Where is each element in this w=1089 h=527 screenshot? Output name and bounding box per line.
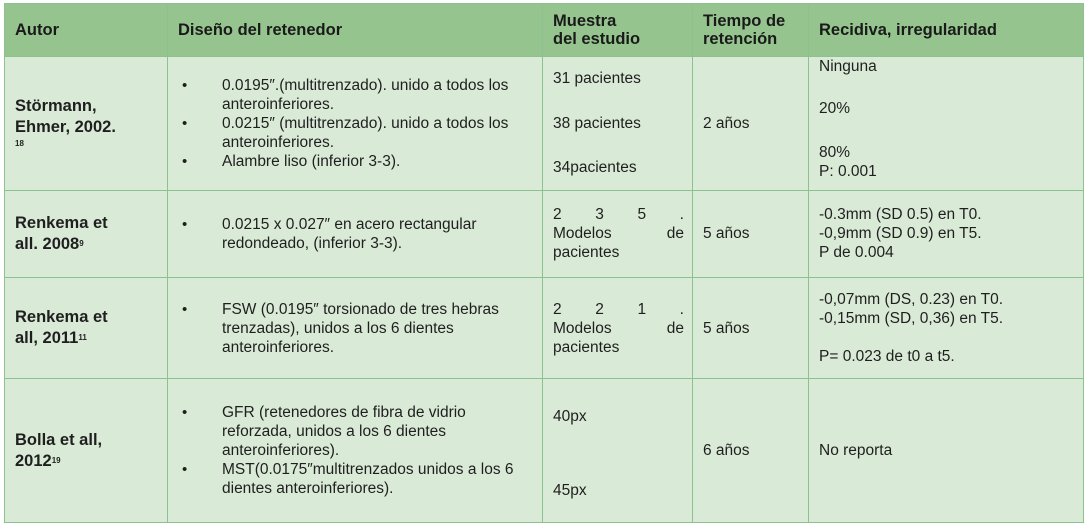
- relapse-cell: -0.3mm (SD 0.5) en T0. -0,9mm (SD 0.9) en T5. P de 0.004: [809, 190, 1084, 277]
- design-cell: [168, 57, 543, 191]
- list-item: • 0.0215 x 0.027″ en acero rectangular redondeado, (inferior 3-3).: [208, 215, 534, 253]
- list-item: • 0.0195″.(multitrenzado). unido a todos los anteroinferiores.: [208, 76, 534, 114]
- retainer-comparison-table: [4, 3, 1084, 523]
- header-tiempo: Tiempo de retención: [693, 4, 809, 57]
- design-cell: [168, 190, 543, 277]
- design-cell: [168, 277, 543, 378]
- author-cell: Bolla et all, 2012$^{19}$: [5, 379, 168, 523]
- author-cell: Störmann, Ehmer, 2002. 18: [5, 57, 168, 191]
- list-item: • GFR (retenedores de fibra de vidrio reforzada, unidos a los 6 dientes anteroinferiores).: [208, 403, 534, 460]
- time-cell: 6 años: [693, 379, 809, 523]
- reference-number: 9: [79, 238, 84, 248]
- header-autor: Autor: [5, 4, 168, 57]
- table-row: [5, 379, 1084, 523]
- time-cell: 5 años: [693, 190, 809, 277]
- header-row: [5, 4, 1084, 57]
- author-cell: Renkema et all, 2011$^{11}$: [5, 277, 168, 378]
- header-diseno: Diseño del retenedor: [168, 4, 543, 57]
- relapse-cell: -0,07mm (DS, 0.23) en T0. -0,15mm (SD, 0,36) en T5. P= 0.023 de t0 a t5.: [809, 277, 1084, 378]
- sample-cell: 31 pacientes 38 pacientes 34pacientes: [543, 57, 693, 191]
- table-row: [5, 57, 1084, 191]
- sample-cell: 40px 45px: [543, 379, 693, 523]
- header-recidiva: Recidiva, irregularidad: [809, 4, 1084, 57]
- sample-cell: 2 3 5 . Modelos de pacientes: [543, 190, 693, 277]
- reference-number: 19: [51, 455, 61, 465]
- list-item: • 0.0215″ (multitrenzado). unido a todos los anteroinferiores.: [208, 114, 534, 152]
- reference-number: 11: [78, 333, 87, 343]
- time-cell: 5 años: [693, 277, 809, 378]
- table-row: [5, 277, 1084, 378]
- author-cell: Renkema et all. 2008$^9$: [5, 190, 168, 277]
- list-item: • Alambre liso (inferior 3-3).: [208, 152, 534, 171]
- design-cell: [168, 379, 543, 523]
- list-item: • MST(0.0175″multitrenzados unidos a los 6 dientes anteroinferiores).: [208, 460, 534, 498]
- reference-number: 18: [15, 139, 24, 149]
- list-item: • FSW (0.0195″ torsionado de tres hebras trenzadas), unidos a los 6 dientes anteroinferiores.: [208, 300, 534, 357]
- header-muestra: Muestra del estudio: [543, 4, 693, 57]
- sample-cell: 2 2 1 . Modelos de pacientes: [543, 277, 693, 378]
- relapse-cell: No reporta: [809, 379, 1084, 523]
- time-cell: 2 años: [693, 57, 809, 191]
- relapse-cell: Ninguna 20% 80% P: 0.001: [809, 57, 1084, 191]
- table-row: [5, 190, 1084, 277]
